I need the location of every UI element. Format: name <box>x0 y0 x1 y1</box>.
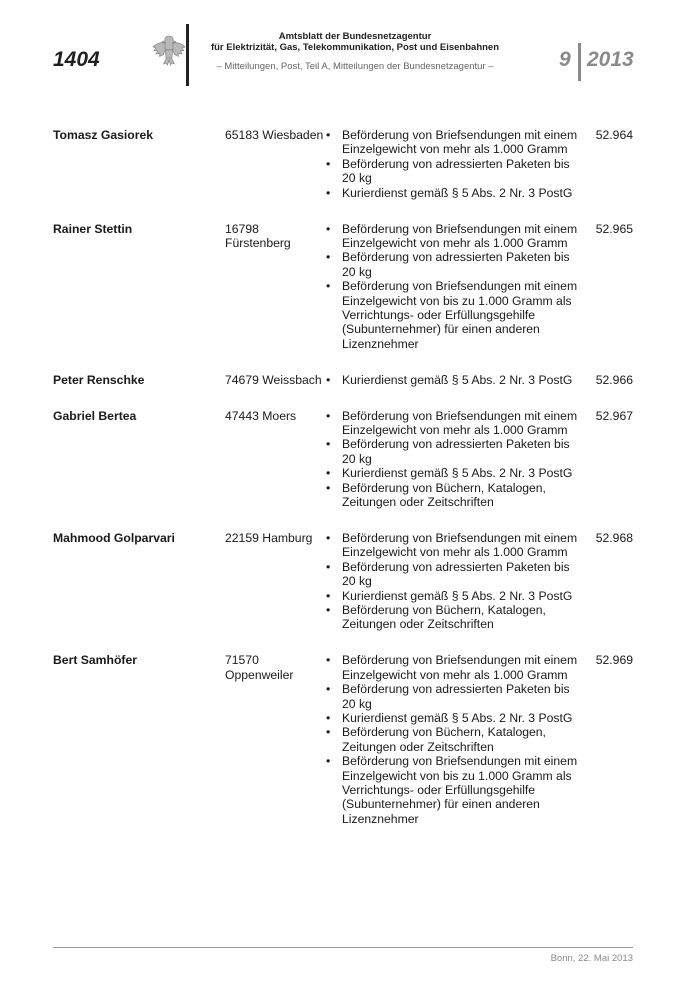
service-item: • Beförderung von Briefsendungen mit einem Einzelgewicht von bis zu 1.000 Gramm als Verrichtungs- oder Erfüllungsgehilfe (Subunternehmer) für einen anderen Lizenznehmer <box>325 754 581 826</box>
service-item: • Kurierdienst gemäß § 5 Abs. 2 Nr. 3 PostG <box>325 589 581 603</box>
issue-divider <box>578 43 581 81</box>
service-item: • Beförderung von Briefsendungen mit einem Einzelgewicht von bis zu 1.000 Gramm als Verrichtungs- oder Erfüllungsgehilfe (Subunternehmer) für einen anderen Lizenznehmer <box>325 279 581 351</box>
service-item: • Kurierdienst gemäß § 5 Abs. 2 Nr. 3 PostG <box>325 186 581 200</box>
service-item: • Beförderung von Büchern, Katalogen, Zeitungen oder Zeitschriften <box>325 603 581 632</box>
license-number: 52.969 <box>595 653 633 668</box>
license-number: 52.967 <box>595 408 633 423</box>
service-item: • Beförderung von adressierten Paketen bis 20 kg <box>325 437 581 466</box>
service-item: • Kurierdienst gemäß § 5 Abs. 2 Nr. 3 PostG <box>325 711 581 725</box>
service-item: • Beförderung von adressierten Paketen bis 20 kg <box>325 157 581 186</box>
header-divider <box>186 24 189 86</box>
service-item: • Kurierdienst gemäß § 5 Abs. 2 Nr. 3 PostG <box>325 373 581 387</box>
licensee-location: 74679 Weissbach <box>225 372 322 387</box>
service-list <box>325 653 581 826</box>
service-item: • Beförderung von Briefsendungen mit einem Einzelgewicht von mehr als 1.000 Gramm <box>325 222 581 251</box>
licensee-name: Tomasz Gasiorek <box>53 128 154 142</box>
license-entry <box>53 222 633 352</box>
license-number: 52.968 <box>595 530 633 545</box>
service-item: • Beförderung von Briefsendungen mit einem Einzelgewicht von mehr als 1.000 Gramm <box>325 409 581 438</box>
service-item: • Beförderung von Büchern, Katalogen, Zeitungen oder Zeitschriften <box>325 725 581 754</box>
service-list <box>325 531 581 632</box>
service-item: • Beförderung von adressierten Paketen bis 20 kg <box>325 560 581 589</box>
service-item: • Kurierdienst gemäß § 5 Abs. 2 Nr. 3 PostG <box>325 466 581 480</box>
licensee-location: 22159 Hamburg <box>225 530 313 545</box>
license-number: 52.965 <box>595 221 633 236</box>
license-entry <box>53 373 633 387</box>
licensee-name: Peter Renschke <box>53 372 145 387</box>
service-item: • Beförderung von Briefsendungen mit einem Einzelgewicht von mehr als 1.000 Gramm <box>325 653 581 682</box>
service-item: • Beförderung von Büchern, Katalogen, Zeitungen oder Zeitschriften <box>325 481 581 510</box>
licensee-name: Bert Samhöfer <box>53 653 137 668</box>
publication-title: Amtsblatt der Bundesnetzagentur <box>278 31 432 42</box>
page-number: 1404 <box>53 48 100 71</box>
licensee-location: 16798 Fürstenberg <box>225 221 291 250</box>
licensee-location: 71570 Oppenweiler <box>225 653 294 682</box>
service-list <box>325 373 581 387</box>
licensee-name: Gabriel Bertea <box>53 408 137 423</box>
license-list <box>53 128 633 826</box>
service-list <box>325 128 581 200</box>
federal-eagle-icon <box>151 33 187 69</box>
license-number: 52.966 <box>595 372 633 387</box>
service-item: • Beförderung von Briefsendungen mit einem Einzelgewicht von mehr als 1.000 Gramm <box>325 531 581 560</box>
license-entry <box>53 531 633 632</box>
license-number: 52.964 <box>595 128 633 142</box>
footer-date: Bonn, 22. Mai 2013 <box>550 953 633 964</box>
footer-divider <box>53 947 633 948</box>
service-list <box>325 409 581 510</box>
service-list <box>325 222 581 352</box>
licensee-location: 47443 Moers <box>225 408 297 423</box>
service-item: • Beförderung von adressierten Paketen bis 20 kg <box>325 250 581 279</box>
publication-header <box>200 31 510 72</box>
issue-number: 9 <box>559 48 571 71</box>
licensee-name: Rainer Stettin <box>53 221 133 236</box>
section-label: – Mitteilungen, Post, Teil A, Mitteilungen der Bundesnetzagentur – <box>216 61 494 72</box>
service-item: • Beförderung von adressierten Paketen bis 20 kg <box>325 682 581 711</box>
publication-subtitle: für Elektrizität, Gas, Telekommunikation, Post und Eisenbahnen <box>210 42 500 53</box>
license-entry <box>53 128 633 200</box>
license-entry <box>53 653 633 826</box>
service-item: • Beförderung von Briefsendungen mit einem Einzelgewicht von mehr als 1.000 Gramm <box>325 128 581 157</box>
licensee-location: 65183 Wiesbaden <box>225 128 324 142</box>
issue-year: 2013 <box>587 48 634 71</box>
licensee-name: Mahmood Golparvari <box>53 530 175 545</box>
license-entry <box>53 409 633 510</box>
